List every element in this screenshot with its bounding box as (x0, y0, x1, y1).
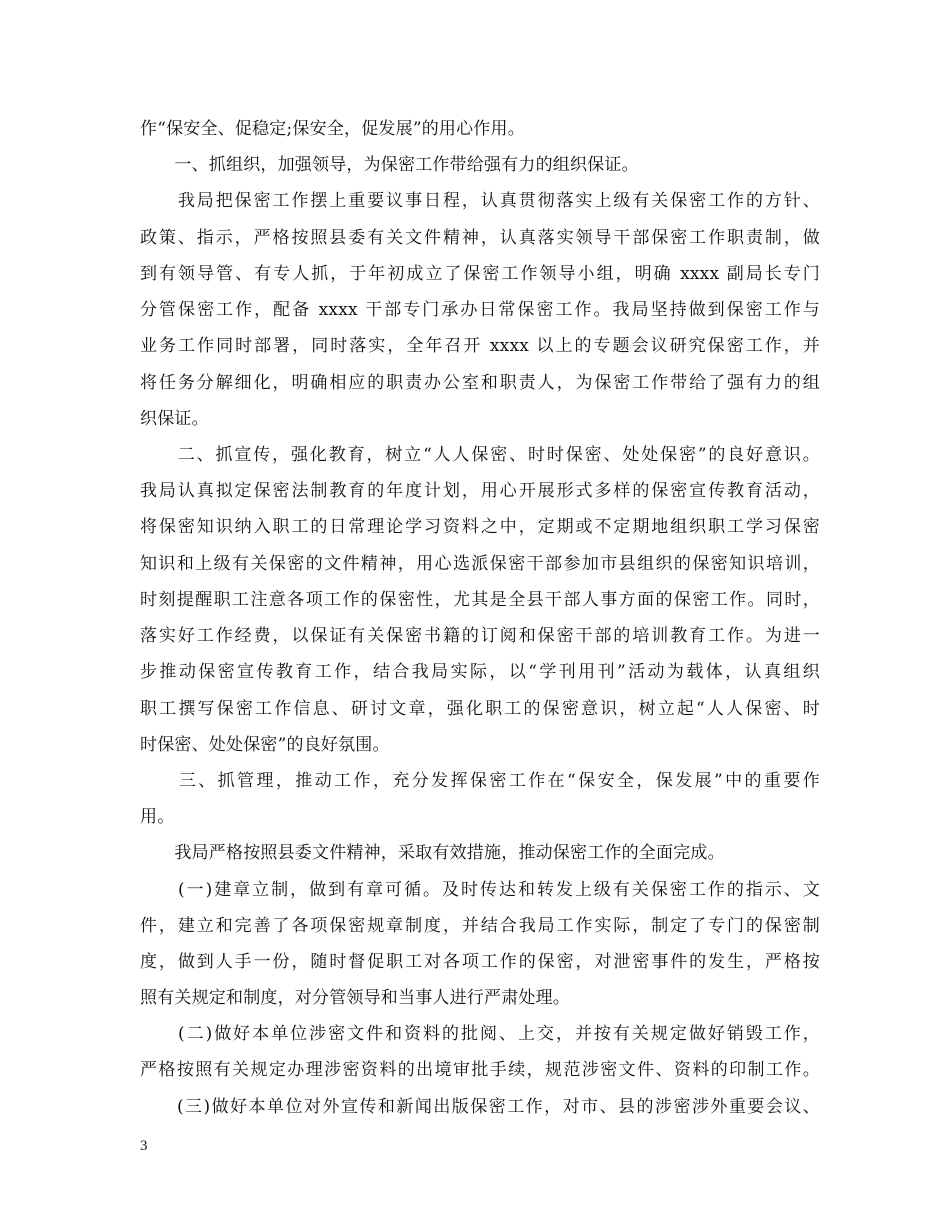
page-number: 3 (140, 1138, 148, 1154)
text-line: 时保密、处处保密”的良好氛围。 (140, 735, 390, 755)
text-line: 将保密知识纳入职工的日常理论学习资料之中，定期或不定期地组织职工学习保密 (140, 517, 820, 537)
text-line: 知识和上级有关保密的文件精神，用心选派保密干部参加市县组织的保密知识培训， (140, 554, 820, 574)
text-line: (二)做好本单位涉密文件和资料的批阅、上交，并按有关规定做好销毁工作， (140, 1024, 820, 1044)
section-heading: 二、抓宣传，强化教育，树立“人人保密、时时保密、处处保密”的良好意识。 (140, 445, 820, 465)
text-line: (一)建章立制，做到有章可循。及时传达和转发上级有关保密工作的指示、文 (140, 880, 820, 900)
text-line: 落实好工作经费，以保证有关保密书籍的订阅和保密干部的培训教育工作。为进一 (140, 626, 820, 646)
text-line: 照有关规定和制度，对分管领导和当事人进行严肃处理。 (140, 988, 570, 1008)
text-line: 到有领导管、有专人抓，于年初成立了保密工作领导小组，明确 xxxx 副局长专门 (140, 264, 820, 284)
text-line: 度，做到人手一份，随时督促职工对各项工作的保密，对泄密事件的发生，严格按 (140, 952, 820, 972)
text-line: 我局认真拟定保密法制教育的年度计划，用心开展形式多样的保密宣传教育活动， (140, 481, 820, 501)
section-heading: 用。 (140, 807, 175, 827)
text-line: 时刻提醒职工注意各项工作的保密性，尤其是全县干部人事方面的保密工作。同时， (140, 590, 820, 610)
text-line: 职工撰写保密工作信息、研讨文章，强化职工的保密意识，树立起“人人保密、时 (140, 699, 820, 719)
text-line: 政策、指示，严格按照县委有关文件精神，认真落实领导干部保密工作职责制，做 (140, 228, 820, 248)
section-heading: 三、抓管理，推动工作，充分发挥保密工作在“保安全，保发展”中的重要作 (140, 771, 820, 791)
text-line: 件，建立和完善了各项保密规章制度，并结合我局工作实际，制定了专门的保密制 (140, 916, 820, 936)
text-line: 我局把保密工作摆上重要议事日程，认真贯彻落实上级有关保密工作的方针、 (140, 191, 820, 211)
text-line: (三)做好本单位对外宣传和新闻出版保密工作，对市、县的涉密涉外重要会议、 (140, 1097, 820, 1117)
text-line: 我局严格按照县委文件精神，采取有效措施，推动保密工作的全面完成。 (140, 843, 725, 863)
section-heading: 一、抓组织，加强领导，为保密工作带给强有力的组织保证。 (140, 155, 639, 175)
text-line: 分管保密工作，配备 xxxx 干部专门承办日常保密工作。我局坚持做到保密工作与 (140, 300, 820, 320)
text-line: 作“保安全、促稳定;保安全，促发展”的用心作用。 (140, 119, 525, 139)
text-line: 严格按照有关规定办理涉密资料的出境审批手续，规范涉密文件、资料的印制工作。 (140, 1060, 820, 1080)
text-line: 步推动保密宣传教育工作，结合我局实际，以“学刊用刊”活动为载体，认真组织 (140, 662, 820, 682)
text-line: 将任务分解细化，明确相应的职责办公室和职责人，为保密工作带给了强有力的组 (140, 373, 820, 393)
text-line: 业务工作同时部署，同时落实，全年召开 xxxx 以上的专题会议研究保密工作，并 (140, 336, 820, 356)
text-line: 织保证。 (140, 409, 209, 429)
